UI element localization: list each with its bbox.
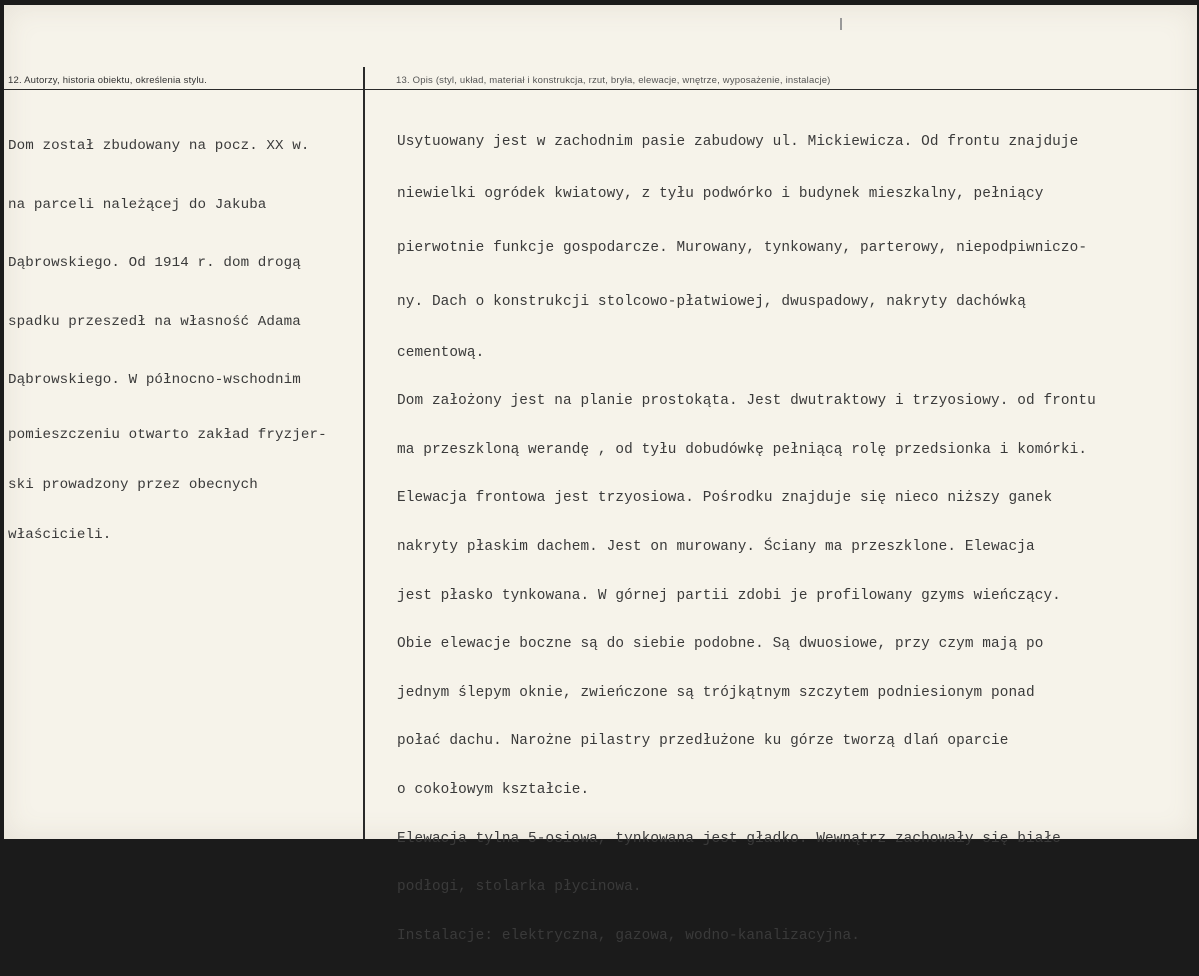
edge-mark bbox=[840, 18, 842, 30]
description-line: Obie elewacje boczne są do siebie podobne. Są dwuosiowe, przy czym mają po bbox=[397, 636, 1044, 653]
description-line: nakryty płaskim dachem. Jest on murowany. Ściany ma przeszklone. Elewacja bbox=[397, 538, 1035, 555]
description-line: połać dachu. Narożne pilastry przedłużone ku górze tworzą dlań oparcie bbox=[397, 733, 1009, 750]
description-text bbox=[397, 102, 1096, 976]
description-line: cementową. bbox=[397, 344, 485, 361]
section-13-header: 13. Opis (styl, układ, materiał i konstrukcja, rzut, bryła, elewacje, wnętrze, wyposażenie, instalacje) bbox=[396, 75, 831, 86]
description-line: podłogi, stolarka płycinowa. bbox=[397, 879, 642, 896]
description-line: o cokołowym kształcie. bbox=[397, 781, 590, 798]
history-line: właścicieli. bbox=[8, 526, 112, 543]
description-line: Elewacja frontowa jest trzyosiowa. Pośrodku znajduje się nieco niższy ganek bbox=[397, 490, 1053, 507]
column-divider bbox=[363, 67, 365, 839]
history-text bbox=[8, 101, 327, 576]
history-line: pomieszczeniu otwarto zakład fryzjer- bbox=[8, 426, 327, 443]
header-rule bbox=[4, 89, 1197, 90]
description-line: pierwotnie funkcje gospodarcze. Murowany, tynkowany, parterowy, niepodpiwniczo- bbox=[397, 239, 1088, 256]
description-line: Dom założony jest na planie prostokąta. Jest dwutraktowy i trzyosiowy. od frontu bbox=[397, 393, 1096, 410]
description-line: ny. Dach o konstrukcji stolcowo-płatwiowej, dwuspadowy, nakryty dachówką bbox=[397, 293, 1026, 310]
history-line: Dąbrowskiego. W północno-wschodnim bbox=[8, 372, 301, 388]
document-page bbox=[4, 5, 1197, 944]
section-12-header: 12. Autorzy, historia obiektu, określenia stylu. bbox=[8, 75, 207, 86]
history-line: ski prowadzony przez obecnych bbox=[8, 476, 258, 493]
history-line: spadku przeszedł na własność Adama bbox=[8, 313, 301, 330]
description-line: Elewacja tylna 5-osiowa, tynkowana jest gładko. Wewnątrz zachowały się białe bbox=[397, 830, 1061, 847]
description-line: jednym ślepym oknie, zwieńczone są trójkątnym szczytem podniesionym ponad bbox=[397, 684, 1035, 701]
description-line: ma przeszkloną werandę , od tyłu dobudówkę pełniącą rolę przedsionka i komórki. bbox=[397, 441, 1088, 458]
history-line: na parceli należącej do Jakuba bbox=[8, 196, 267, 213]
history-line: Dom został zbudowany na pocz. XX w. bbox=[8, 138, 310, 154]
description-line: Usytuowany jest w zachodnim pasie zabudowy ul. Mickiewicza. Od frontu znajduje bbox=[397, 134, 1079, 150]
description-line: jest płasko tynkowana. W górnej partii zdobi je profilowany gzyms wieńczący. bbox=[397, 587, 1061, 604]
description-line: Instalacje: elektryczna, gazowa, wodno-kanalizacyjna. bbox=[397, 927, 860, 944]
history-line: Dąbrowskiego. Od 1914 r. dom drogą bbox=[8, 255, 301, 271]
description-line: niewielki ogródek kwiatowy, z tyłu podwórko i budynek mieszkalny, pełniący bbox=[397, 185, 1044, 202]
